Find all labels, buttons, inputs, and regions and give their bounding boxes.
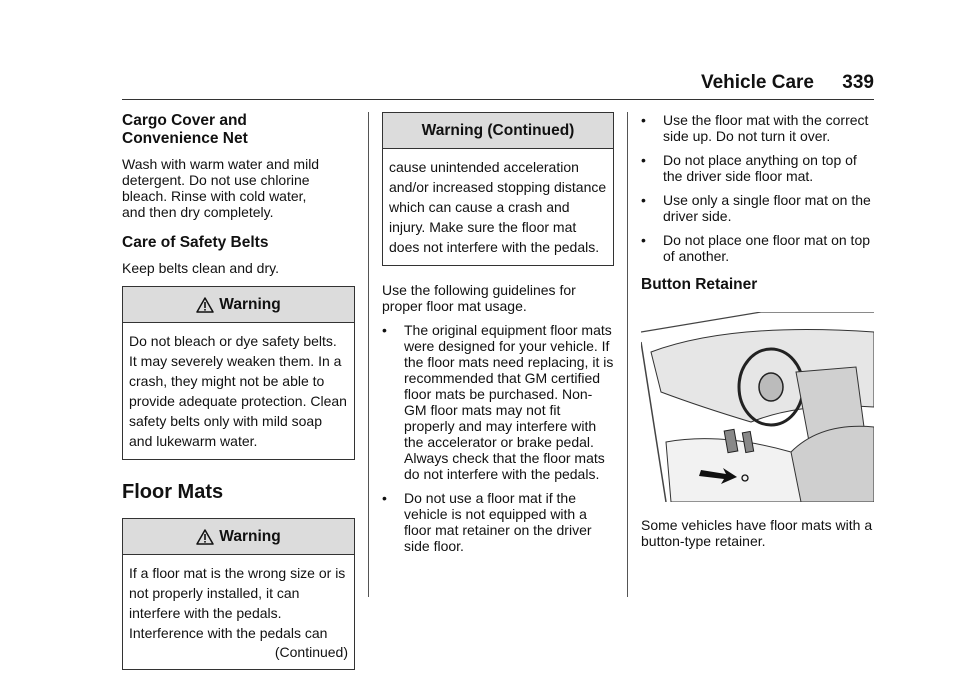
bullet-dot-icon: • [641,232,646,248]
column-divider-1 [368,112,369,597]
warning-header [123,287,354,323]
safety-belts-text: Keep belts clean and dry. [122,260,279,276]
warning-text: If a floor mat is the wrong size or is not properly installed, it can interfere with the pedals. Interference with the pedals can [129,565,346,641]
cargo-cover-heading: Cargo Cover and Convenience Net [122,112,248,147]
running-header [122,72,874,98]
floor-mats-heading: Floor Mats [122,481,224,503]
warning-header [123,519,354,555]
guidelines-list [382,322,614,554]
warning-title: Warning [219,295,281,313]
floor-mat-retainer-illustration [641,312,874,502]
list-item: • Use the floor mat with the correct side up. Do not turn it over. [641,112,869,144]
bullet-dot-icon: • [641,192,646,208]
warning-header [383,113,613,149]
safety-belt-warning [122,286,355,460]
warning-body: Do not bleach or dye safety belts. It may severely weaken them. In a crash, they might not be able to provide adequate protection. Clean safety belts only with mild soap and lukewarm water. [129,333,347,449]
page-number: 339 [842,72,874,93]
figure-caption: Some vehicles have floor mats with a button-type retainer. [641,517,873,549]
button-retainer-heading: Button Retainer [641,276,758,293]
warning-title: Warning [219,527,281,545]
floor-mat-warning-continued [382,112,614,266]
list-item: • The original equipment floor mats were designed for your vehicle. If the floor mats need replacing, it is recommended that GM certified floor mats be purchased. Non-GM floor mats may not fit properly and may interfere with the accelerator or brake pedal. Always check that the floor mats do not interfere with the pedals. [382,322,614,482]
list-item: • Do not place anything on top of the driver side floor mat. [641,152,857,184]
column-2 [382,112,614,562]
safety-belts-heading: Care of Safety Belts [122,234,269,251]
bullet-dot-icon: • [641,112,646,128]
column-3 [641,112,875,549]
warning-triangle-icon [196,529,214,545]
warning-triangle-icon [196,297,214,313]
header-rule [122,99,874,100]
bullet-dot-icon: • [382,490,387,506]
column-divider-2 [627,112,628,597]
warning-title: Warning (Continued) [421,121,575,139]
list-item: • Do not place one floor mat on top of another. [641,232,871,264]
guidelines-intro: Use the following guidelines for proper floor mat usage. [382,282,576,314]
list-item: • Use only a single floor mat on the driver side. [641,192,871,224]
guidelines-list-continued [641,112,875,264]
warning-body [123,555,354,669]
section-title: Vehicle Care [700,72,814,93]
column-1 [122,112,355,670]
bullet-dot-icon: • [382,322,387,338]
bullet-dot-icon: • [641,152,646,168]
cargo-cover-text: Wash with warm water and mild detergent. Do not use chlorine bleach. Rinse with cold water, and then dry completely. [122,156,320,220]
floor-mat-warning [122,518,355,670]
warning-body: cause unintended acceleration and/or increased stopping distance which can cause a crash and injury. Make sure the floor mat does not interfere with the pedals. [389,159,607,255]
continued-label: (Continued) [274,644,348,660]
list-item: • Do not use a floor mat if the vehicle is not equipped with a floor mat retainer on the driver side floor. [382,490,592,554]
